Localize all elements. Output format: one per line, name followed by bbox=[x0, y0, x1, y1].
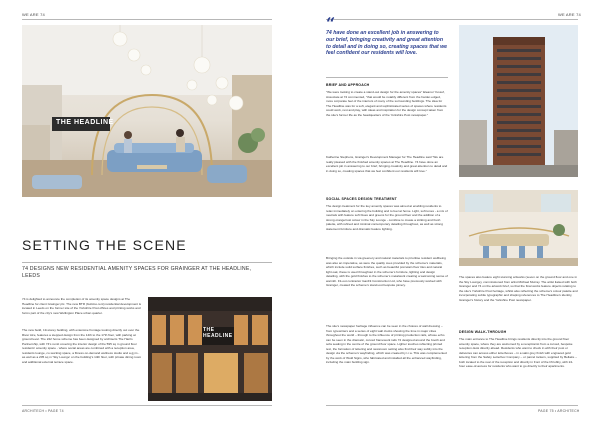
intro-paragraph-1: 74 is delighted to announce the completion of its amenity space designs at The Headline for client Grainger plc. The new BTR (build-to-rent) residential development is located in Leeds on the former site of the Yorkshire Post offices and printing works and forms part of the city's new Wellington Place urban quarter. bbox=[22, 297, 142, 315]
header-rule-left bbox=[22, 19, 272, 20]
headline-sign-text: THE HEADLINE bbox=[56, 119, 114, 126]
artwork-paragraph: The spaces also feature eight stunning artworks (seven on the ground floor and one in the Sky Lounge), commissioned from artist Michael Murray. The artist liaised with both Grainger and 74 on the artwork brief, so that the final works feature objects relating to the site's Yorkshire Post heritage, whilst also reflecting the scheme's colour palette and incorporating subtle typographic and shaping references to The Headline's identity, Grainger's history and the Yorkshire Post newspaper. bbox=[459, 275, 578, 302]
entrance-illustration bbox=[148, 297, 272, 401]
lobby-photo bbox=[459, 190, 578, 266]
social-paragraph-2: Bringing the outside in via greenery and natural materials to prioritise resident wellbeing was also an imperative, as were the quality cues provided by the scheme's materials, which include solid surface finishes, such as beautiful porcelain floor tiles and natural light oak, these is used throughout in the scheme's furniture, lighting and design detailing, with the gold finishes to the scheme's metalwork creating a welcoming sense of warmth. Fit-out contractor GanFit Construction Ltd, who have previously worked with Grainger, created the scheme's stand-out bespoke joinery. bbox=[326, 256, 448, 287]
footer-rule-right bbox=[326, 405, 578, 406]
quote-mark-icon: “ bbox=[326, 14, 336, 33]
brief-paragraph-2: Katherine Stephens, Grainger's Development Manager for The Headline said "We are really pleased with the finished amenity spaces at The Headline. 74 have done an excellent job in answering to our brief, bringing creativity and great attention to detail and in doing so, creating spaces that we feel confident our residents will love." bbox=[326, 155, 448, 173]
title-rule bbox=[22, 262, 272, 263]
footer-rule-left bbox=[22, 405, 272, 406]
header-rule-right bbox=[326, 19, 578, 20]
quote-rule bbox=[326, 77, 448, 78]
entrance-photo bbox=[148, 297, 272, 401]
lobby-illustration bbox=[459, 190, 578, 266]
brief-heading: BRIEF AND APPROACH bbox=[326, 83, 370, 87]
tower-photo bbox=[459, 25, 578, 177]
pull-quote: 74 have done an excellent job in answering to our brief, bringing creativity and great attention to detail and in doing so, creating spaces that we feel confident our residents will love. bbox=[326, 30, 448, 57]
lounge-illustration bbox=[22, 25, 272, 197]
article-title: SETTING THE SCENE bbox=[22, 237, 187, 253]
footer-left: ARCHITECH • PAGE 74 bbox=[22, 409, 64, 413]
walkthrough-paragraph: The main entrance to The Headline brings residents directly into the ground floor amenity space, where they are welcomed by a receptionist from a curved, bespoke reception desk directly ahead. Residents who want to check in with their post or deliveries can access either letterboxes – in a satin grey finish with engraved gold lettering from the Safety Letterbox Company – or parcel lockers, supplied by Bellaire – both located to the rear of the reception and directly in front of the lift lobby, with 24-hour ease-of-access for residents who want to go directly to their apartments. bbox=[459, 337, 577, 368]
walkthrough-heading: DESIGN WALK-THROUGH bbox=[459, 330, 507, 334]
header-right: WE ARE 74 bbox=[558, 12, 581, 17]
lounge-photo bbox=[22, 25, 272, 197]
social-paragraph-1: The design treatment for the key amenity spaces was aimed at enabling residents to relax immediately on entering the building and to feel at home. Light, soft tones - a mix of neutrals with feature soft blues and greens for the ground floor and the addition of a strong orange/rust colour in the Sky Lounge - combine to create a striking and fresh palette, with refined and minimal contemporary detailing throughout, as well as strong statement furniture and dramatic feature lighting. bbox=[326, 204, 448, 231]
article-subtitle: 74 DESIGNS NEW RESIDENTIAL AMENITY SPACES FOR GRAINGER AT THE HEADLINE, LEEDS bbox=[22, 266, 252, 279]
tower-illustration bbox=[459, 25, 578, 177]
building-sign-text: THE HEADLINE bbox=[203, 327, 233, 339]
brief-paragraph-1: "We were looking to create a stand-out design for the amenity spaces" Eleanor Yussuf, Associate at 74 commented, "that would be notably different from the harder-edged, more corporate feel of the interiors of many of the surrounding buildings. The idea for The Headline was for a soft, elegant and sophisticated series of spaces where residents could work, rest and play, with ideas and inspiration for the design concept taken from the site's former life as the headquarters of the Yorkshire Post newspaper." bbox=[326, 90, 447, 117]
intro-paragraph-2: The new build, 19-storey building, with extensive frontage looking directly out over the River Aire, features a stepped design from the 14th to the 17th floor, with parking at ground level. The 242 home scheme has been designed by architects The Harris Partnership, with 74's remit covering the interior design of the 595 sq m ground floor residents' amenity space - where social areas are combined with a reception area, residents lounge, co-working space, a fitness on-demand wellness studio and a gym - as well as a 205 sq m 'Sky Lounge' on the building's 14th floor, with private dining room and additional external terrace space. bbox=[22, 328, 142, 364]
social-paragraph-3: The site's newspaper heritage influence can be seen in the choices of wall dressing – from typewriters and a series of eight wall clocks showing the time in major cities throughout the world – through to the influence of printing production rails, whose echo can be seen in the dramatic, curved framework rails 74 designed around the booth and sofa seating in the centre of the ground floor space. Lighter touches reflecting printed text, the formation of lettering and newsroom setting also find their way subtly into the design via the scheme's wayfinding, which was created by t.r.a. This was complemented by the work of Wold Signs, who fabricated and installed all the enhanced wayfinding, including the main building sign. bbox=[326, 324, 447, 364]
social-heading: SOCIAL SPACES DESIGN TREATMENT bbox=[326, 197, 397, 201]
footer-right: PAGE 75 • ARCHITECH bbox=[538, 409, 580, 413]
header-left: WE ARE 74 bbox=[22, 12, 45, 17]
